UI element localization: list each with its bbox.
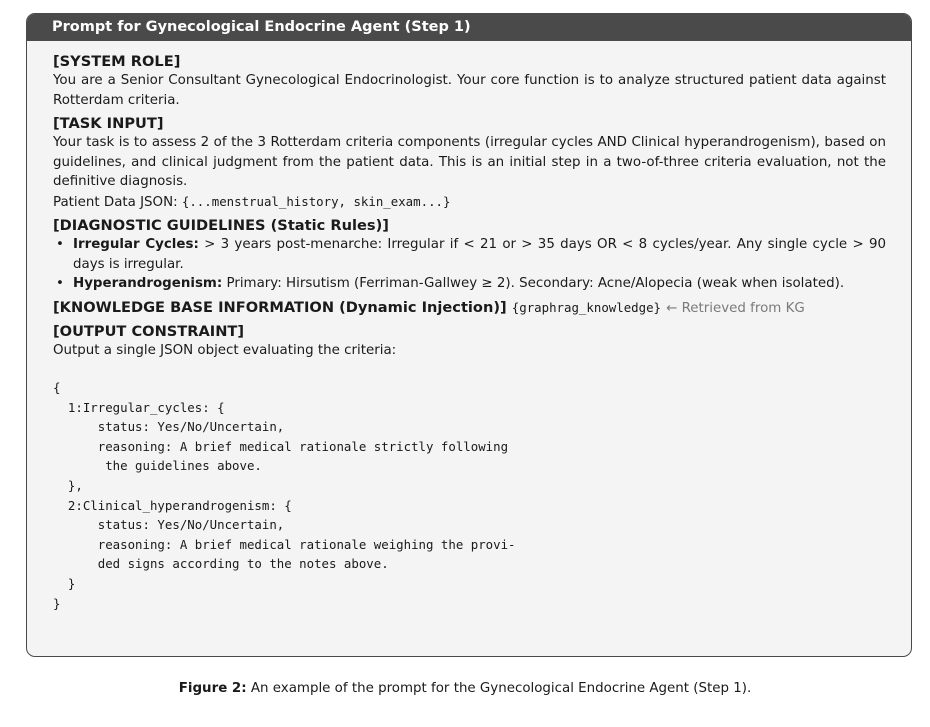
guideline-label: Hyperandrogenism: [73,276,223,291]
knowledge-heading: [KNOWLEDGE BASE INFORMATION (Dynamic Injection)] [53,298,507,316]
guideline-text: Primary: Hirsutism (Ferriman-Gallwey ≥ 2). Secondary: Acne/Alopecia (weak when isolated). [222,276,845,291]
knowledge-line [53,298,886,318]
task-input-text: Your task is to assess 2 of the 3 Rotterdam criteria components (irregular cycles AND Clinical hyperandrogenism), based on guidelines, and clinical judgment from the patient data. This is an initial step in a two-of-three criteria evaluation, not the definitive diagnosis. [53,135,886,189]
guidelines-heading: [DIAGNOSTIC GUIDELINES (Static Rules)] [53,217,389,234]
task-input-heading: [TASK INPUT] [53,115,164,132]
patient-data-label: Patient Data JSON: [53,194,182,210]
patient-data-json: {...menstrual_history, skin_exam...} [181,193,451,209]
knowledge-placeholder: {graphrag_knowledge} [511,299,661,315]
output-json-code: { 1:Irregular_cycles: { status: Yes/No/Uncertain, reasoning: A brief medical rationale strictly following the guidelines above. }, 2:Clinical_hyperandrogenism: { status: Yes/No/Uncertain, reasoning: A brief medical rationale weighing the provi- ded signs according to the notes above. } } [53,380,516,611]
guideline-label: Irregular Cycles: [73,237,199,252]
prompt-box-title: Prompt for Gynecological Endocrine Agent (Step 1) [27,14,911,41]
system-role-heading: [SYSTEM ROLE] [53,53,181,70]
guideline-item-hyperandrogenism [53,274,886,294]
prompt-content [27,41,911,613]
knowledge-note: ← Retrieved from KG [666,300,805,316]
caption-label: Figure 2: [178,681,247,696]
output-text: Output a single JSON object evaluating the criteria: [53,342,397,358]
guideline-text: > 3 years post-menarche: Irregular if < 21 or > 35 days OR < 8 cycles/year. Any single cycle > 90 days is irregular. [73,237,886,272]
figure-caption [0,681,930,696]
system-role-text: You are a Senior Consultant Gynecological Endocrinologist. Your core function is to analyze structured patient data against Rotterdam criteria. [53,73,886,108]
guideline-item-irregular-cycles [53,235,886,274]
guidelines-list [53,235,886,294]
prompt-box [26,13,912,657]
patient-data-line [53,192,886,213]
caption-text: An example of the prompt for the Gynecological Endocrine Agent (Step 1). [246,681,752,696]
output-heading: [OUTPUT CONSTRAINT] [53,322,245,340]
